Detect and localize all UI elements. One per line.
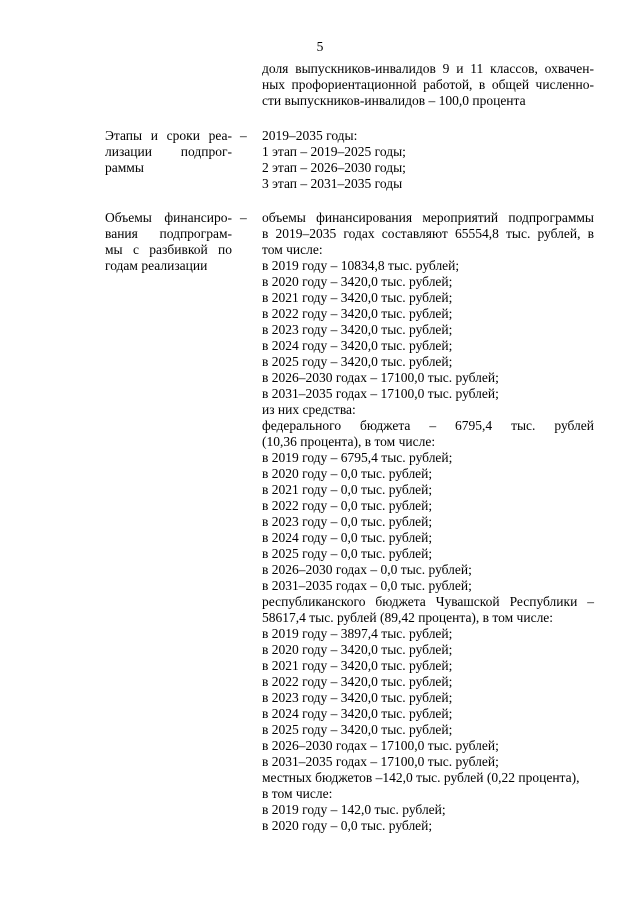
funding-label-line: вания подпрограм- <box>105 226 232 241</box>
funding-line: в 2021 году – 3420,0 тыс. рублей; <box>262 658 453 673</box>
funding-line: в 2021 году – 3420,0 тыс. рублей; <box>262 290 453 305</box>
funding-line: (10,36 процента), в том числе: <box>262 434 436 449</box>
funding-line: в 2019–2035 годах составляют 65554,8 тыс. рублей, в <box>262 226 594 241</box>
stages-label-line: Этапы и сроки реа- <box>105 128 232 143</box>
stages-line: 3 этап – 2031–2035 годы <box>262 176 403 191</box>
funding-line: том числе: <box>262 242 323 257</box>
funding-label-line: Объемы финансиро- <box>105 210 232 225</box>
intro-line: ных профориентационной работой, в общей численно- <box>262 77 594 92</box>
funding-line: в 2024 году – 3420,0 тыс. рублей; <box>262 338 453 353</box>
funding-dash: – <box>240 210 247 225</box>
funding-line: в 2019 году – 6795,4 тыс. рублей; <box>262 450 453 465</box>
funding-line: в 2022 году – 0,0 тыс. рублей; <box>262 498 433 513</box>
funding-line: в 2026–2030 годах – 17100,0 тыс. рублей; <box>262 370 499 385</box>
funding-line: республиканского бюджета Чувашской Республики – <box>262 594 594 609</box>
stages-line: 1 этап – 2019–2025 годы; <box>262 144 406 159</box>
funding-line: в 2019 году – 10834,8 тыс. рублей; <box>262 258 460 273</box>
funding-line: в 2026–2030 годах – 17100,0 тыс. рублей; <box>262 738 499 753</box>
funding-line: в 2022 году – 3420,0 тыс. рублей; <box>262 674 453 689</box>
funding-line: в 2022 году – 3420,0 тыс. рублей; <box>262 306 453 321</box>
funding-line: в 2026–2030 годах – 0,0 тыс. рублей; <box>262 562 472 577</box>
page-number: 5 <box>316 39 324 54</box>
stages-line: 2019–2035 годы: <box>262 128 358 143</box>
stages-label-line: лизации подпрог- <box>105 144 232 159</box>
funding-line: в 2019 году – 3897,4 тыс. рублей; <box>262 626 453 641</box>
intro-line: доля выпускников-инвалидов 9 и 11 классов, охвачен- <box>262 61 594 76</box>
funding-line: в 2021 году – 0,0 тыс. рублей; <box>262 482 433 497</box>
funding-line: в 2031–2035 годах – 17100,0 тыс. рублей; <box>262 754 499 769</box>
funding-label-line: мы с разбивкой по <box>105 242 232 257</box>
funding-line: в 2031–2035 годах – 17100,0 тыс. рублей; <box>262 386 499 401</box>
funding-line: в 2024 году – 0,0 тыс. рублей; <box>262 530 433 545</box>
funding-line: объемы финансирования мероприятий подпрограммы <box>262 210 594 225</box>
funding-line: в том числе: <box>262 786 333 801</box>
funding-line: в 2020 году – 3420,0 тыс. рублей; <box>262 274 453 289</box>
funding-line: федерального бюджета – 6795,4 тыс. рублей <box>262 418 594 433</box>
funding-label-line: годам реализации <box>105 258 208 273</box>
funding-line: в 2020 году – 3420,0 тыс. рублей; <box>262 642 453 657</box>
funding-line: местных бюджетов –142,0 тыс. рублей (0,22 процента), <box>262 770 580 785</box>
funding-line: в 2020 году – 0,0 тыс. рублей; <box>262 818 433 833</box>
funding-line: в 2024 году – 3420,0 тыс. рублей; <box>262 706 453 721</box>
funding-line: в 2019 году – 142,0 тыс. рублей; <box>262 802 446 817</box>
funding-line: в 2031–2035 годах – 0,0 тыс. рублей; <box>262 578 472 593</box>
funding-line: в 2025 году – 3420,0 тыс. рублей; <box>262 354 453 369</box>
intro-line: сти выпускников-инвалидов – 100,0 процента <box>262 93 526 108</box>
funding-line: 58617,4 тыс. рублей (89,42 процента), в том числе: <box>262 610 554 625</box>
funding-line: в 2023 году – 3420,0 тыс. рублей; <box>262 690 453 705</box>
funding-line: в 2025 году – 0,0 тыс. рублей; <box>262 546 433 561</box>
funding-line: в 2023 году – 3420,0 тыс. рублей; <box>262 322 453 337</box>
funding-line: в 2025 году – 3420,0 тыс. рублей; <box>262 722 453 737</box>
funding-line: в 2023 году – 0,0 тыс. рублей; <box>262 514 433 529</box>
funding-line: из них средства: <box>262 402 356 417</box>
stages-line: 2 этап – 2026–2030 годы; <box>262 160 406 175</box>
funding-line: в 2020 году – 0,0 тыс. рублей; <box>262 466 433 481</box>
stages-label-line: раммы <box>105 160 144 175</box>
stages-dash: – <box>240 128 247 143</box>
